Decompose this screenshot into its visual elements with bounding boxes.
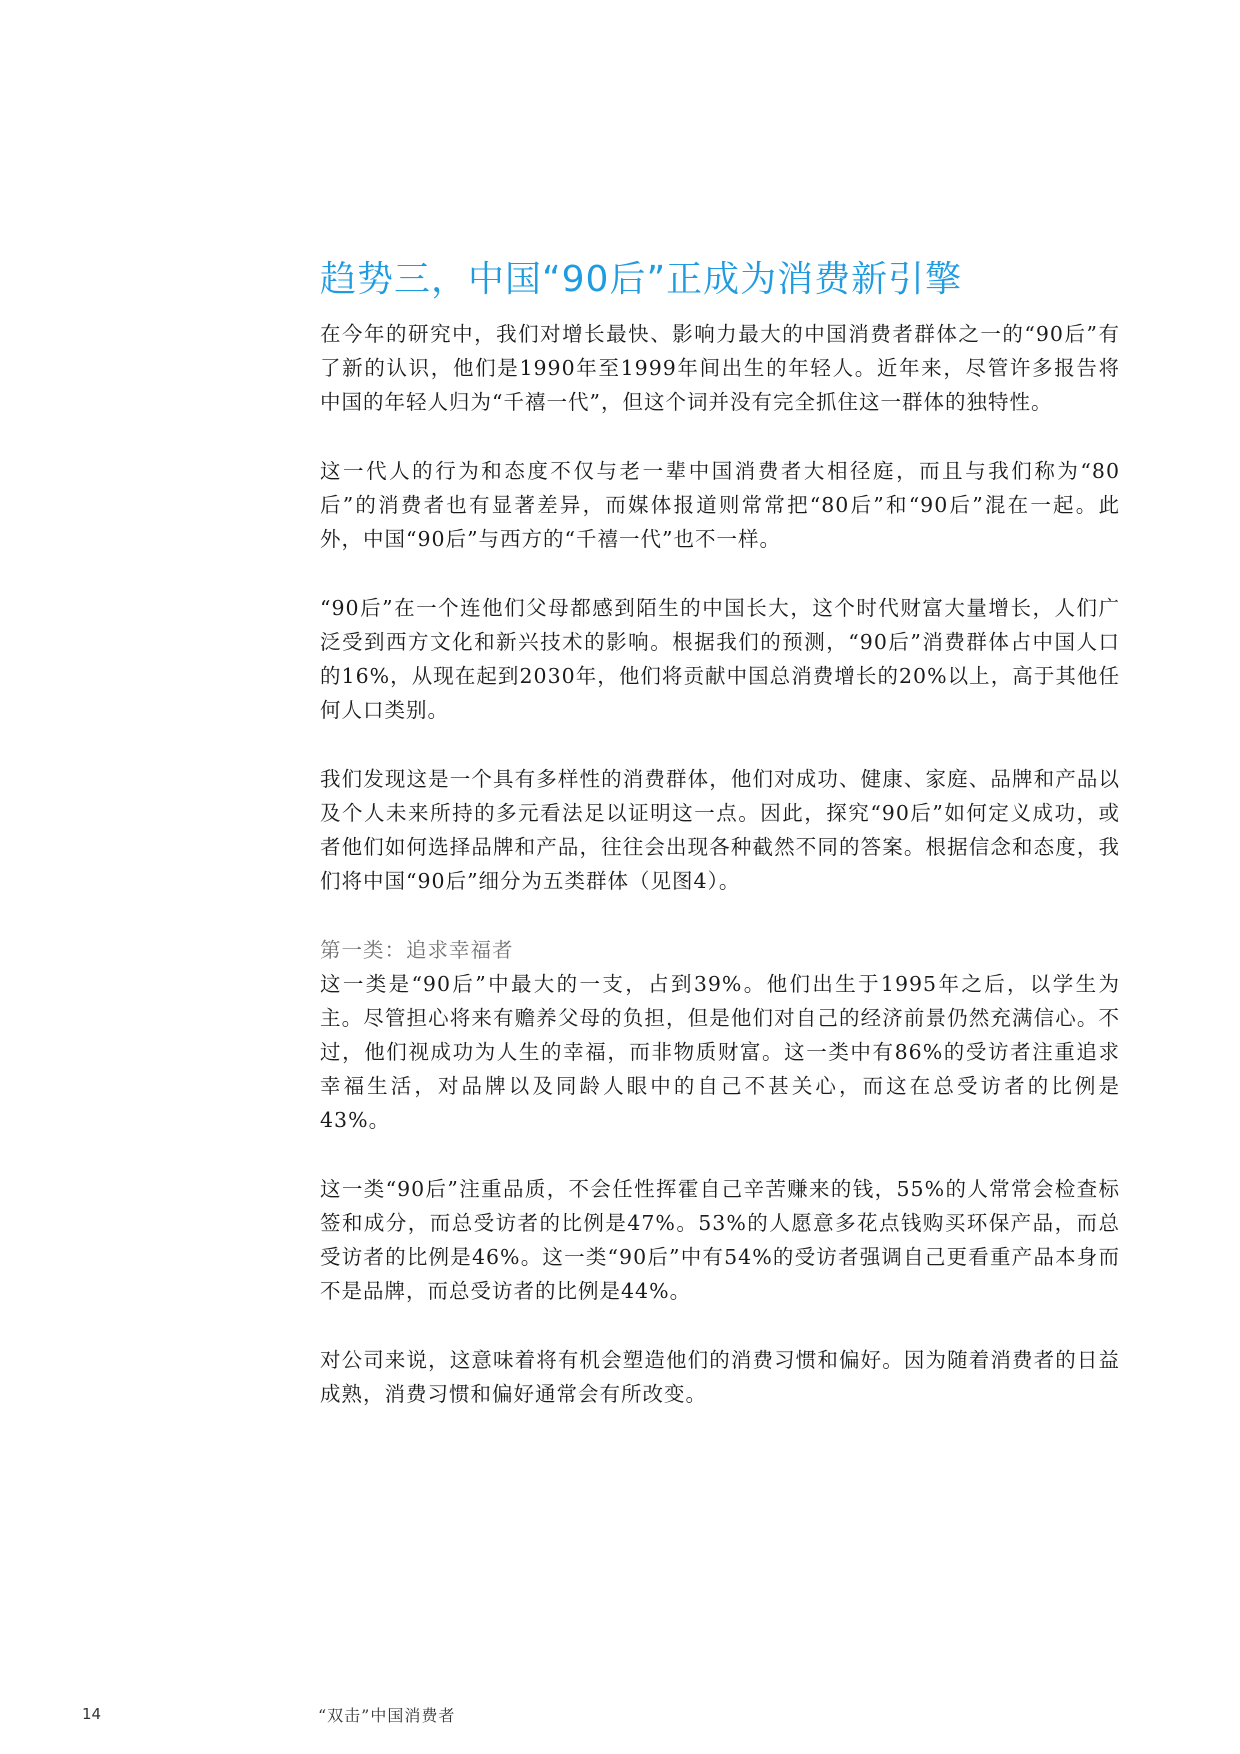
paragraph-diversity: 我们发现这是一个具有多样性的消费群体，他们对成功、健康、家庭、品牌和产品以及个人未来所持的多元看法足以证明这一点。因此，探究“90后”如何定义成功，或者他们如何选择品牌和产品，往往会出现各种截然不同的答案。根据信念和态度，我们将中国“90后”细分为五类群体（见图4）。 (320, 767, 1120, 893)
footer-report-title: “双击”中国消费者 (318, 1706, 456, 1725)
main-content (320, 255, 1120, 1446)
paragraph-intro: 在今年的研究中，我们对增长最快、影响力最大的中国消费者群体之一的“90后”有了新的认识，他们是1990年至1999年间出生的年轻人。近年来，尽管许多报告将中国的年轻人归为“千禧一代”，但这个词并没有完全抓住这一群体的独特性。 (320, 322, 1120, 414)
paragraph-segment-implication: 对公司来说，这意味着将有机会塑造他们的消费习惯和偏好。因为随着消费者的日益成熟，消费习惯和偏好通常会有所改变。 (320, 1348, 1120, 1406)
paragraph-segment-profile: 这一类是“90后”中最大的一支，占到39%。他们出生于1995年之后，以学生为主。尽管担心将来有赡养父母的负担，但是他们对自己的经济前景仍然充满信心。不过，他们视成功为人生的幸福，而非物质财富。这一类中有86%的受访者注重追求幸福生活，对品牌以及同龄人眼中的自己不甚关心，而这在总受访者的比例是43%。 (320, 972, 1120, 1132)
segment-subheading: 第一类：追求幸福者 (320, 938, 514, 962)
section-title: 趋势三，中国“90后”正成为消费新引擎 (320, 259, 963, 300)
paragraph-growth: “90后”在一个连他们父母都感到陌生的中国长大，这个时代财富大量增长，人们广泛受到西方文化和新兴技术的影响。根据我们的预测，“90后”消费群体占中国人口的16%，从现在起到2030年，他们将贡献中国总消费增长的20%以上，高于其他任何人口类别。 (320, 596, 1120, 722)
page-number: 14 (82, 1705, 102, 1723)
paragraph-segment-quality: 这一类“90后”注重品质，不会任性挥霍自己辛苦赚来的钱，55%的人常常会检查标签和成分，而总受访者的比例是47%。53%的人愿意多花点钱购买环保产品，而总受访者的比例是46%。这一类“90后”中有54%的受访者强调自己更看重产品本身而不是品牌，而总受访者的比例是44%。 (320, 1177, 1120, 1303)
paragraph-comparison: 这一代人的行为和态度不仅与老一辈中国消费者大相径庭，而且与我们称为“80后”的消费者也有显著差异，而媒体报道则常常把“80后”和“90后”混在一起。此外，中国“90后”与西方的“千禧一代”也不一样。 (320, 459, 1120, 551)
